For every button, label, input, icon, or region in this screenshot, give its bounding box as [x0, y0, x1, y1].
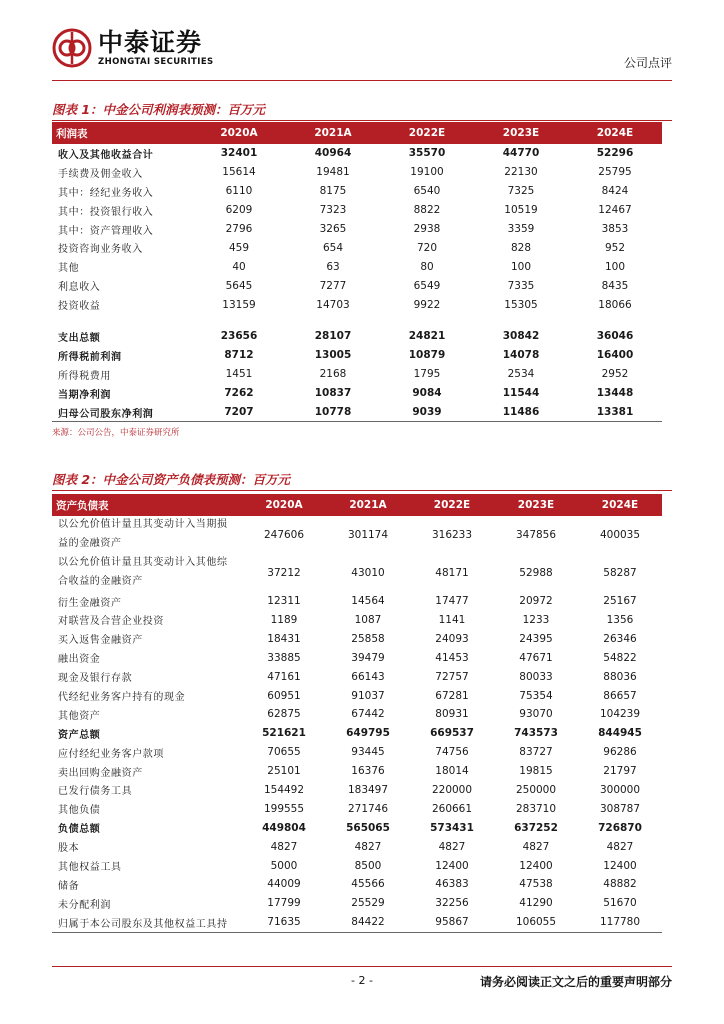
cell-value: 7207 [224, 406, 254, 419]
cell-value: 33885 [267, 651, 301, 664]
table-row [52, 384, 662, 403]
cell-value: 2168 [319, 368, 347, 381]
cell-value: 13448 [596, 387, 634, 400]
table-row [52, 554, 662, 592]
cell-value: 8175 [319, 185, 347, 198]
cell-value: 637252 [514, 821, 558, 834]
cell-value: 63 [326, 260, 340, 273]
column-header-year: 2024E [568, 122, 662, 144]
cell-value: 6209 [225, 204, 253, 217]
row-label: 储备 [58, 880, 80, 892]
cell-value: 271746 [347, 802, 389, 815]
row-label: 当期净利润 [58, 389, 111, 401]
column-header-year: 2020A [242, 494, 326, 516]
cell-value: 58287 [603, 566, 637, 579]
cell-value: 25795 [598, 166, 632, 179]
cell-value: 106055 [515, 916, 557, 929]
cell-value: 8424 [601, 185, 629, 198]
cell-value: 669537 [430, 727, 474, 740]
cell-value: 80033 [519, 670, 553, 683]
cell-value: 20972 [519, 595, 553, 608]
cell-value: 51670 [603, 897, 637, 910]
table-row [52, 403, 662, 422]
column-header-year: 2023E [494, 494, 578, 516]
column-header-label: 资产负债表 [52, 494, 242, 516]
cell-value: 100 [510, 260, 532, 273]
row-label: 其他 [58, 263, 80, 275]
cell-value: 60951 [267, 689, 301, 702]
cell-value: 649795 [346, 727, 390, 740]
cell-value: 25858 [351, 632, 385, 645]
cell-value: 1356 [606, 613, 634, 626]
cell-value: 24395 [519, 632, 553, 645]
cell-value: 41453 [435, 651, 469, 664]
cell-value: 400035 [599, 528, 641, 541]
table-row [52, 648, 662, 667]
cell-value: 8822 [413, 204, 441, 217]
cell-value: 37212 [267, 566, 301, 579]
row-label: 衍生金融资产 [58, 597, 122, 609]
row-label: 其中：资产管理收入 [58, 225, 154, 237]
row-label: 其中：投资银行收入 [58, 206, 154, 218]
cell-value: 7325 [507, 185, 535, 198]
cell-value: 449804 [262, 821, 306, 834]
cell-value: 4827 [438, 840, 466, 853]
cell-value: 36046 [596, 330, 634, 343]
cell-value: 12400 [603, 859, 637, 872]
cell-value: 13005 [314, 349, 352, 362]
cell-value: 52296 [596, 147, 634, 160]
cell-value: 11486 [502, 406, 540, 419]
cell-value: 220000 [431, 783, 473, 796]
cell-value: 23656 [220, 330, 258, 343]
table-row [52, 724, 662, 743]
cell-value: 88036 [603, 670, 637, 683]
cell-value: 7323 [319, 204, 347, 217]
cell-value: 93445 [351, 746, 385, 759]
cell-value: 6110 [225, 185, 253, 198]
cell-value: 15305 [504, 298, 538, 311]
cell-value: 308787 [599, 802, 641, 815]
column-header-label: 利润表 [52, 122, 192, 144]
cell-value: 16376 [351, 765, 385, 778]
cell-value: 30842 [502, 330, 540, 343]
table-row [52, 913, 662, 932]
table-bottom-rule [52, 421, 662, 422]
column-header-year: 2023E [474, 122, 568, 144]
cell-value: 44009 [267, 878, 301, 891]
table-header-row [52, 494, 662, 516]
cell-value: 2796 [225, 223, 253, 235]
cell-value: 24093 [435, 632, 469, 645]
cell-value: 8435 [601, 279, 629, 292]
cell-value: 260661 [431, 802, 473, 815]
cell-value: 952 [604, 241, 626, 254]
figure-2-balance-sheet [52, 470, 672, 933]
cell-value: 250000 [515, 783, 557, 796]
cell-value: 84422 [351, 916, 385, 929]
spacer-row [52, 314, 662, 327]
cell-value: 117780 [599, 916, 641, 929]
cell-value: 726870 [598, 821, 642, 834]
cell-value: 14703 [316, 298, 350, 311]
table-row [52, 856, 662, 875]
row-label: 利息收入 [58, 282, 101, 294]
cell-value: 47538 [519, 878, 553, 891]
cell-value: 25529 [351, 897, 385, 910]
figure-1-income-statement [52, 100, 672, 438]
table-row [52, 346, 662, 365]
cell-value: 17799 [267, 897, 301, 910]
row-label: 支出总额 [58, 332, 101, 344]
row-label: 以公允价值计量且其变动计入其他综 合收益的金融资产 [58, 556, 228, 587]
table-row [52, 667, 662, 686]
disclaimer-note: 请务必阅读正文之后的重要声明部分 [479, 975, 672, 989]
figure-1-title: 图表 1：中金公司利润表预测：百万元 [52, 102, 266, 117]
cell-value: 2938 [413, 223, 441, 235]
table-row [52, 327, 662, 346]
cell-value: 247606 [263, 528, 305, 541]
row-label: 买入返售金融资产 [58, 635, 143, 647]
cell-value: 21797 [603, 765, 637, 778]
table-row [52, 220, 662, 239]
row-label: 其他资产 [58, 710, 101, 722]
cell-value: 5000 [270, 859, 298, 872]
row-label: 以公允价值计量且其变动计入当期损 益的金融资产 [58, 519, 228, 549]
row-label: 收入及其他收益合计 [58, 149, 154, 161]
table-row [52, 295, 662, 314]
cell-value: 9922 [413, 298, 441, 311]
cell-value: 66143 [351, 670, 385, 683]
cell-value: 12400 [435, 859, 469, 872]
cell-value: 9084 [412, 387, 442, 400]
cell-value: 72757 [435, 670, 469, 683]
balance-sheet-table [52, 494, 662, 932]
table-row [52, 163, 662, 182]
row-label: 卖出回购金融资产 [58, 767, 143, 779]
cell-value: 4827 [606, 840, 634, 853]
row-label: 已发行债务工具 [58, 786, 133, 798]
row-label: 对联营及合营企业投资 [58, 616, 164, 628]
table-row [52, 894, 662, 913]
cell-value: 25167 [603, 595, 637, 608]
cell-value: 10837 [314, 387, 352, 400]
cell-value: 83727 [519, 746, 553, 759]
figure-1-source: 来源：公司公告，中泰证券研究所 [52, 428, 180, 439]
cell-value: 6540 [413, 185, 441, 198]
cell-value: 95867 [435, 916, 469, 929]
cell-value: 12400 [519, 859, 553, 872]
cell-value: 25101 [267, 765, 301, 778]
row-label: 其中：经纪业务收入 [58, 187, 154, 199]
cell-value: 12311 [267, 595, 301, 608]
column-header-year: 2024E [578, 494, 662, 516]
row-label: 应付经纪业务客户款项 [58, 748, 164, 760]
cell-value: 46383 [435, 878, 469, 891]
cell-value: 104239 [599, 708, 641, 721]
cell-value: 1451 [225, 368, 253, 381]
cell-value: 32401 [220, 147, 258, 160]
column-header-year: 2022E [380, 122, 474, 144]
cell-value: 54822 [603, 651, 637, 664]
cell-value: 93070 [519, 708, 553, 721]
row-label: 其他负债 [58, 805, 101, 817]
cell-value: 67442 [351, 708, 385, 721]
cell-value: 1087 [354, 613, 382, 626]
cell-value: 8500 [354, 859, 382, 872]
table-row [52, 818, 662, 837]
row-label: 手续费及佣金收入 [58, 168, 143, 180]
row-label: 资产总额 [58, 729, 101, 741]
cell-value: 7262 [224, 387, 254, 400]
zhongtai-logo-icon [52, 28, 92, 68]
cell-value: 18014 [435, 765, 469, 778]
cell-value: 40964 [314, 147, 352, 160]
cell-value: 19815 [519, 765, 553, 778]
cell-value: 283710 [515, 802, 557, 815]
cell-value: 19481 [316, 166, 350, 179]
cell-value: 75354 [519, 689, 553, 702]
cell-value: 100 [604, 260, 626, 273]
column-header-year: 2022E [410, 494, 494, 516]
cell-value: 80931 [435, 708, 469, 721]
cell-value: 80 [420, 260, 434, 273]
table-row [52, 182, 662, 201]
cell-value: 300000 [599, 783, 641, 796]
cell-value: 1189 [270, 613, 298, 626]
brand-name-en: ZHONGTAI SECURITIES [98, 57, 214, 67]
cell-value: 43010 [351, 566, 385, 579]
row-label: 投资收益 [58, 301, 101, 313]
row-label: 归属于本公司股东及其他权益工具持 [58, 918, 228, 930]
cell-value: 52988 [519, 566, 553, 579]
cell-value: 4827 [354, 840, 382, 853]
row-label: 现金及银行存款 [58, 673, 133, 685]
document-type: 公司点评 [623, 56, 672, 70]
table-row [52, 201, 662, 220]
cell-value: 32256 [435, 897, 469, 910]
cell-value: 347856 [515, 528, 557, 541]
cell-value: 8712 [224, 349, 254, 362]
page-number: - 2 - [351, 974, 373, 987]
header-divider [52, 80, 672, 81]
cell-value: 47671 [519, 651, 553, 664]
cell-value: 720 [416, 241, 438, 254]
cell-value: 71635 [267, 916, 301, 929]
cell-value: 3359 [507, 223, 535, 235]
row-label: 股本 [58, 843, 80, 855]
table-row [52, 875, 662, 894]
table-row [52, 365, 662, 384]
cell-value: 2534 [507, 368, 535, 381]
cell-value: 3265 [319, 223, 347, 235]
cell-value: 1795 [413, 368, 441, 381]
cell-value: 10879 [408, 349, 446, 362]
cell-value: 35570 [408, 147, 446, 160]
cell-value: 1141 [438, 613, 466, 626]
cell-value: 154492 [263, 783, 305, 796]
cell-value: 183497 [347, 783, 389, 796]
table-row [52, 781, 662, 800]
column-header-year: 2020A [192, 122, 286, 144]
cell-value: 4827 [522, 840, 550, 853]
cell-value: 12467 [598, 204, 632, 217]
cell-value: 62875 [267, 708, 301, 721]
table-row [52, 837, 662, 856]
cell-value: 14078 [502, 349, 540, 362]
cell-value: 654 [322, 241, 344, 254]
cell-value: 28107 [314, 330, 352, 343]
cell-value: 19100 [410, 166, 444, 179]
cell-value: 199555 [263, 802, 305, 815]
cell-value: 41290 [519, 897, 553, 910]
table-row [52, 799, 662, 818]
cell-value: 11544 [502, 387, 540, 400]
cell-value: 521621 [262, 727, 306, 740]
row-label: 负债总额 [58, 824, 101, 836]
table-row [52, 516, 662, 554]
table-row [52, 144, 662, 163]
cell-value: 45566 [351, 878, 385, 891]
cell-value: 13381 [596, 406, 634, 419]
table-row [52, 257, 662, 276]
cell-value: 13159 [222, 298, 256, 311]
cell-value: 16400 [596, 349, 634, 362]
company-logo [52, 28, 214, 68]
cell-value: 14564 [351, 595, 385, 608]
table-row [52, 762, 662, 781]
cell-value: 4827 [270, 840, 298, 853]
cell-value: 86657 [603, 689, 637, 702]
table-row [52, 611, 662, 630]
cell-value: 39479 [351, 651, 385, 664]
table-bottom-rule [52, 932, 662, 933]
cell-value: 1233 [522, 613, 550, 626]
table-header-row [52, 122, 662, 144]
cell-value: 301174 [347, 528, 389, 541]
table-row [52, 238, 662, 257]
row-label: 所得税费用 [58, 370, 111, 382]
cell-value: 44770 [502, 147, 540, 160]
cell-value: 10778 [314, 406, 352, 419]
cell-value: 17477 [435, 595, 469, 608]
row-label: 投资咨询业务收入 [58, 244, 143, 256]
brand-name-cn: 中泰证券 [98, 28, 203, 57]
cell-value: 47161 [267, 670, 301, 683]
cell-value: 3853 [601, 223, 629, 235]
footer-divider [52, 966, 672, 967]
table-row [52, 629, 662, 648]
table-row [52, 276, 662, 295]
cell-value: 316233 [431, 528, 473, 541]
cell-value: 6549 [413, 279, 441, 292]
cell-value: 10519 [504, 204, 538, 217]
cell-value: 70655 [267, 746, 301, 759]
cell-value: 2952 [601, 368, 629, 381]
cell-value: 24821 [408, 330, 446, 343]
cell-value: 22130 [504, 166, 538, 179]
table-row [52, 592, 662, 611]
figure-1-rule [52, 120, 672, 121]
cell-value: 67281 [435, 689, 469, 702]
cell-value: 15614 [222, 166, 256, 179]
cell-value: 7335 [507, 279, 535, 292]
column-header-year: 2021A [286, 122, 380, 144]
cell-value: 743573 [514, 727, 558, 740]
cell-value: 844945 [598, 727, 642, 740]
cell-value: 40 [232, 260, 246, 273]
table-row [52, 686, 662, 705]
cell-value: 9039 [412, 406, 442, 419]
row-label: 所得税前利润 [58, 351, 122, 363]
cell-value: 18066 [598, 298, 632, 311]
row-label: 融出资金 [58, 654, 101, 666]
cell-value: 565065 [346, 821, 390, 834]
table-row [52, 705, 662, 724]
row-label: 归母公司股东净利润 [58, 408, 154, 420]
cell-value: 18431 [267, 632, 301, 645]
cell-value: 48171 [435, 566, 469, 579]
row-label: 其他权益工具 [58, 862, 122, 874]
row-label: 未分配利润 [58, 899, 111, 911]
cell-value: 26346 [603, 632, 637, 645]
cell-value: 7277 [319, 279, 347, 292]
cell-value: 74756 [435, 746, 469, 759]
cell-value: 573431 [430, 821, 474, 834]
table-row [52, 743, 662, 762]
income-statement-table [52, 122, 662, 421]
cell-value: 459 [228, 241, 250, 254]
cell-value: 48882 [603, 878, 637, 891]
column-header-year: 2021A [326, 494, 410, 516]
cell-value: 96286 [603, 746, 637, 759]
cell-value: 5645 [225, 279, 253, 292]
cell-value: 91037 [351, 689, 385, 702]
figure-2-title: 图表 2：中金公司资产负债表预测：百万元 [52, 472, 291, 487]
cell-value: 828 [510, 241, 532, 254]
row-label: 代经纪业务客户持有的现金 [58, 692, 186, 704]
figure-2-rule [52, 490, 672, 491]
